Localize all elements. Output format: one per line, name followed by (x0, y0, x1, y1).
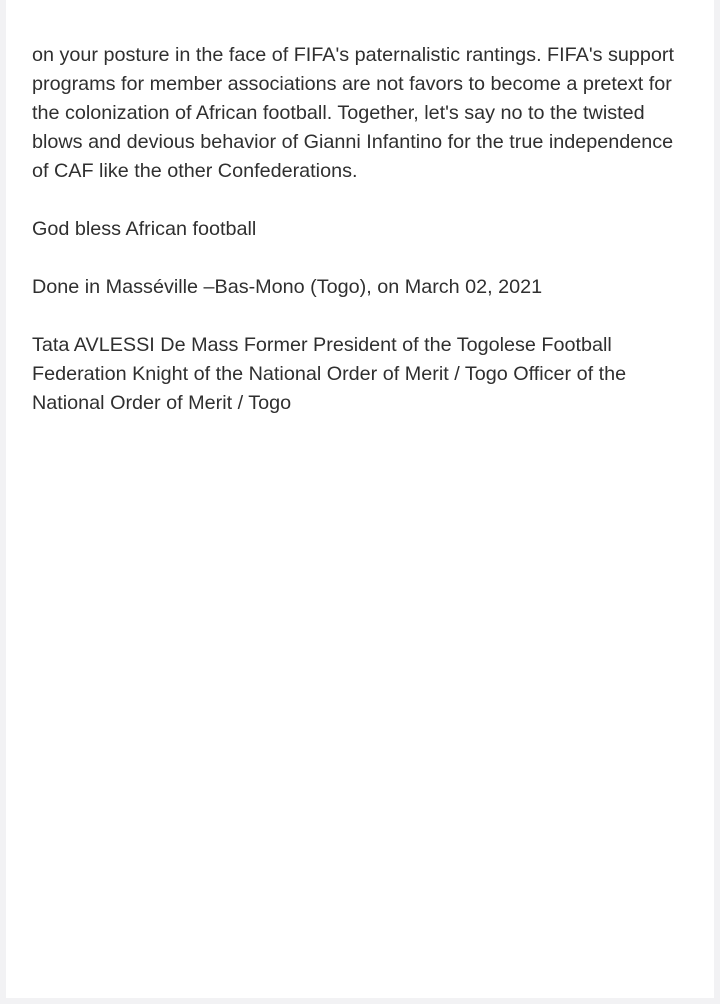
document-page (6, 0, 714, 998)
closing-blessing: God bless African football (32, 218, 257, 240)
document-body (32, 41, 692, 447)
body-paragraph: on your posture in the face of FIFA's paternalistic rantings. FIFA's support programs for member associations are not favors to become a pretext for the colonization of African football. Together, let's say no to the twisted blows and devious behavior of Gianni Infantino for the true independence of CAF like the other Confederations. (32, 44, 674, 182)
place-and-date: Done in Masséville –Bas-Mono (Togo), on March 02, 2021 (32, 276, 543, 298)
signatory: Tata AVLESSI De Mass Former President of the Togolese Football Federation Knight of the National Order of Merit / Togo Officer of the National Order of Merit / Togo (32, 334, 627, 414)
